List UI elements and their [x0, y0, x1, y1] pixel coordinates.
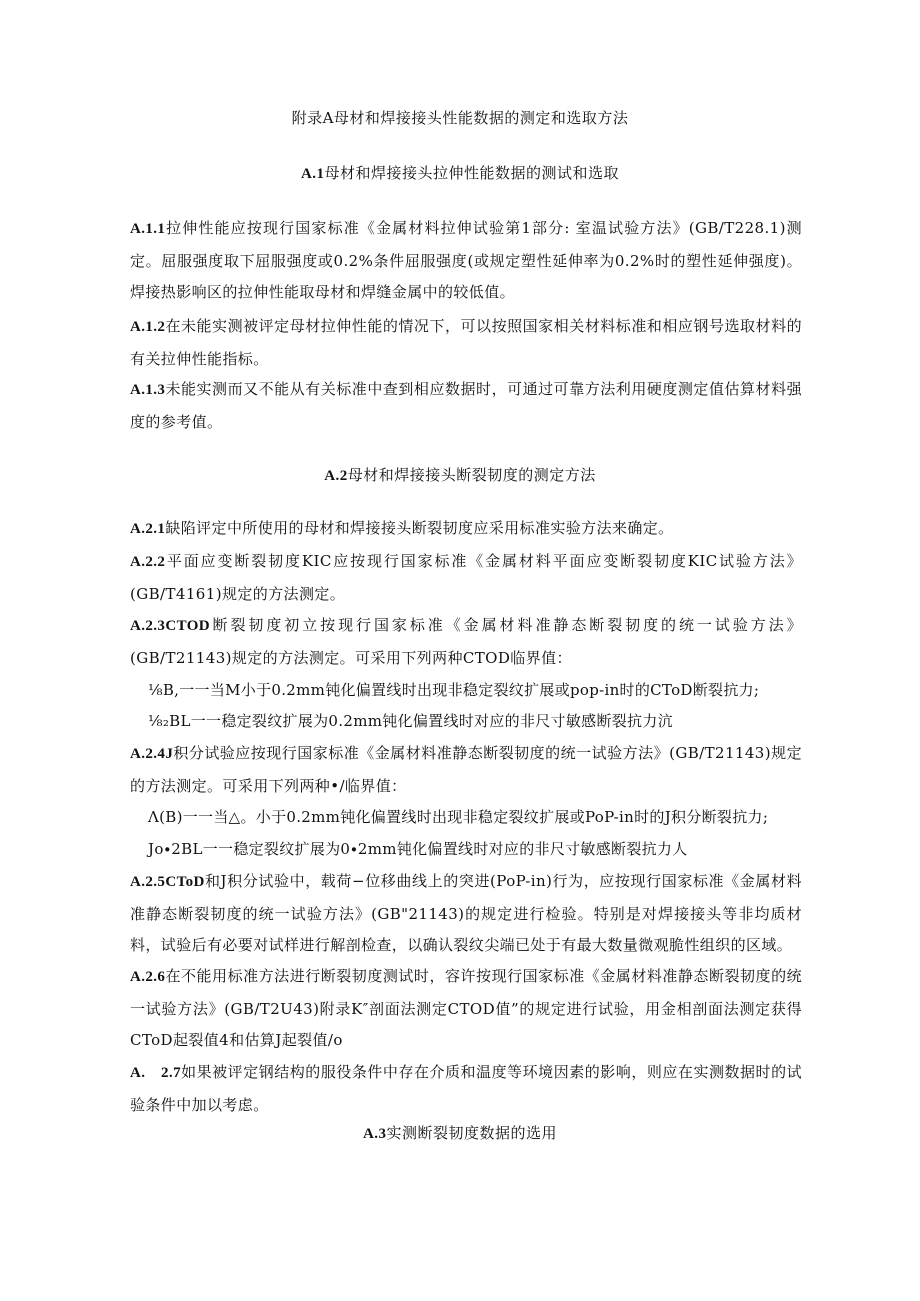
- section-a2-heading: [0, 464, 920, 485]
- clause-number: A.1.3: [130, 382, 166, 398]
- clause-number: A.2.2: [130, 554, 166, 570]
- j-critical-value-item: [148, 834, 808, 866]
- j-critical-value-item: [148, 802, 808, 834]
- clause-a2-2: [130, 546, 802, 610]
- clause-number: A.2.5CToD: [130, 874, 205, 890]
- clause-number: A.1.1: [130, 221, 166, 237]
- clause-text: 缺陷评定中所使用的母材和焊接接头断裂韧度应采用标准实验方法来确定。: [165, 519, 674, 537]
- item-text: Jo∙2BL一一稳定裂纹扩展为0∙2mm钝化偏置线时对应的非尺寸敏感断裂抗力人: [148, 840, 688, 858]
- clause-text: 拉伸性能应按现行国家标准《金属材料拉伸试验第1部分: 室温试验方法》(GB/T228.1)测定。屈服强度取下屈服强度或0.2%条件屈服强度(或规定塑性延伸率为0.2%时的塑性延伸强度)。焊接热影响区的拉伸性能取母材和焊缝金属中的较低值。: [130, 219, 802, 301]
- clause-text: 如果被评定钢结构的服役条件中存在介质和温度等环境因素的影响，则应在实测数据时的试验条件中加以考虑。: [130, 1063, 802, 1114]
- clause-a2-1: [130, 513, 802, 546]
- item-text: ⅛B,一一当M小于0.2mm钝化偏置线时出现非稳定裂纹扩展或pop-in时的CToD断裂抗力;: [148, 681, 760, 699]
- clause-text: 积分试验应按现行国家标准《金属材料准静态断裂韧度的统一试验方法》(GB/T21143)规定的方法测定。可采用下列两种•/临界值：: [130, 744, 802, 795]
- clause-number: A. 2.7: [130, 1065, 181, 1081]
- appendix-title-text: 附录A母材和焊接接头性能数据的测定和选取方法: [291, 109, 629, 127]
- section-a3-heading: [0, 1122, 920, 1143]
- clause-number: A.2.6: [130, 969, 166, 985]
- clause-text: 在不能用标准方法进行断裂韧度测试时，容许按现行国家标准《金属材料准静态断裂韧度的统一试验方法》(GB/T2U43)附录K″剖面法测定CTOD值”的规定进行试验，用金相剖面法测定获得CToD起裂值4和估算J起裂值/o: [130, 967, 802, 1049]
- section-title: 母材和焊接接头拉伸性能数据的测试和选取: [324, 164, 620, 182]
- ctod-critical-value-item: [148, 675, 808, 707]
- clause-text: 断裂韧度初立按现行国家标准《金属材料准静态断裂韧度的统一试验方法》(GB/T21143)规定的方法测定。可采用下列两种CTOD临界值：: [130, 616, 802, 667]
- clause-text: 和J积分试验中，载荷−位移曲线上的突进(PoP-in)行为，应按现行国家标准《金属材料准静态断裂韧度的统一试验方法》(GB"21143)的规定进行检验。特别是对焊接接头等非均质材料，试验后有必要对试样进行解剖检查，以确认裂纹尖端已处于有最大数量微观脆性组织的区域。: [130, 872, 802, 954]
- section-title: 母材和焊接接头断裂韧度的测定方法: [347, 466, 596, 484]
- ctod-critical-value-item: [148, 706, 808, 738]
- section-a1-heading: [0, 162, 920, 183]
- clause-text: 平面应变断裂韧度KIC应按现行国家标准《金属材料平面应变断裂韧度KIC试验方法》(GB/T4161)规定的方法测定。: [130, 552, 802, 603]
- clause-a1-3: [130, 374, 802, 438]
- clause-a2-5: [130, 866, 802, 962]
- section-title: 实测断裂韧度数据的选用: [386, 1124, 558, 1142]
- clause-a2-4: [130, 738, 802, 802]
- clause-a2-3: [130, 610, 802, 674]
- appendix-title: [0, 107, 920, 128]
- clause-number: A.2.4J: [130, 746, 174, 762]
- clause-a2-7: [130, 1057, 802, 1121]
- section-number: A.2: [324, 468, 348, 484]
- clause-number: A.2.3CTOD: [130, 618, 210, 634]
- item-text: ⅛₂BL一一稳定裂纹扩展为0.2mm钝化偏置线时对应的非尺寸敏感断裂抗力沆: [148, 712, 673, 730]
- clause-number: A.1.2: [130, 319, 166, 335]
- clause-number: A.2.1: [130, 521, 166, 537]
- clause-a1-2: [130, 311, 802, 375]
- clause-text: 在未能实测被评定母材拉伸性能的情况下，可以按照国家相关材料标准和相应钢号选取材料的有关拉伸性能指标。: [130, 317, 802, 368]
- clause-a1-1: [130, 213, 802, 309]
- item-text: Λ(B)一一当△。小于0.2mm钝化偏置线时出现非稳定裂纹扩展或PoP-in时的J积分断裂抗力;: [148, 808, 769, 826]
- clause-a2-6: [130, 961, 802, 1057]
- section-number: A.3: [362, 1126, 387, 1142]
- section-number: A.1: [300, 166, 325, 182]
- clause-text: 未能实测而又不能从有关标准中查到相应数据时，可通过可靠方法利用硬度测定值估算材料强度的参考值。: [130, 380, 802, 431]
